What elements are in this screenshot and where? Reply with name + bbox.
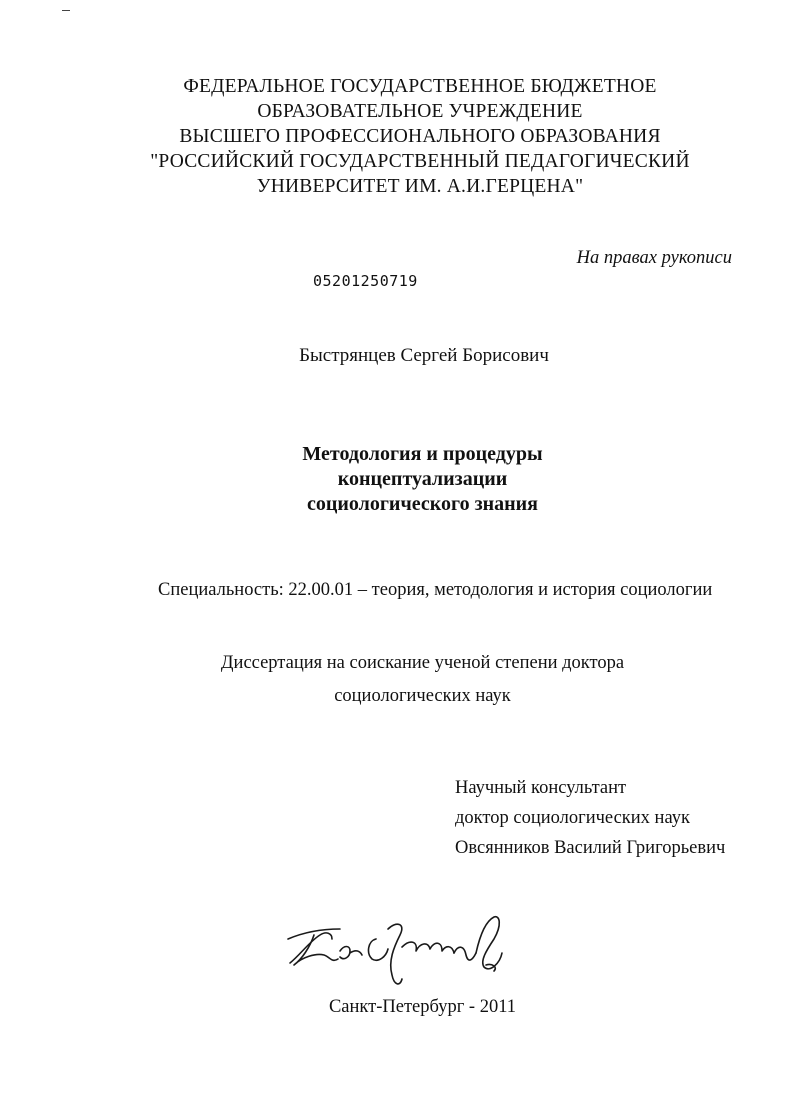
institution-header [0,74,795,199]
author-name: Быстрянцев Сергей Борисович [299,345,549,366]
advisor-role: Научный консультант [455,778,627,798]
title-line: концептуализации [337,468,508,490]
registration-code: 05201250719 [313,272,418,290]
manuscript-note: На правах рукописи [576,248,732,268]
place-and-year: Санкт-Петербург - 2011 [328,997,517,1017]
advisor-name: Овсянников Василий Григорьевич [455,838,726,858]
degree-line: Диссертация на соискание ученой степени доктора [220,653,625,673]
degree-statement [0,647,795,713]
degree-line: социологических наук [334,686,511,706]
header-line: "РОССИЙСКИЙ ГОСУДАРСТВЕННЫЙ ПЕДАГОГИЧЕСКИЙ [150,151,690,172]
specialty: Специальность: 22.00.01 – теория, методология и история социологии [158,580,713,600]
title-line: Методология и процедуры [302,443,543,465]
scientific-advisor [455,773,725,863]
header-line: ОБРАЗОВАТЕЛЬНОЕ УЧРЕЖДЕНИЕ [257,101,583,122]
dissertation-title [0,442,795,517]
signature-icon [280,905,520,995]
advisor-degree: доктор социологических наук [455,808,690,828]
header-line: УНИВЕРСИТЕТ ИМ. А.И.ГЕРЦЕНА" [256,176,584,197]
header-line: ВЫСШЕГО ПРОФЕССИОНАЛЬНОГО ОБРАЗОВАНИЯ [179,126,661,147]
title-line: социологического знания [306,493,539,515]
header-line: ФЕДЕРАЛЬНОЕ ГОСУДАРСТВЕННОЕ БЮДЖЕТНОЕ [183,76,657,97]
scan-mark [62,10,70,11]
